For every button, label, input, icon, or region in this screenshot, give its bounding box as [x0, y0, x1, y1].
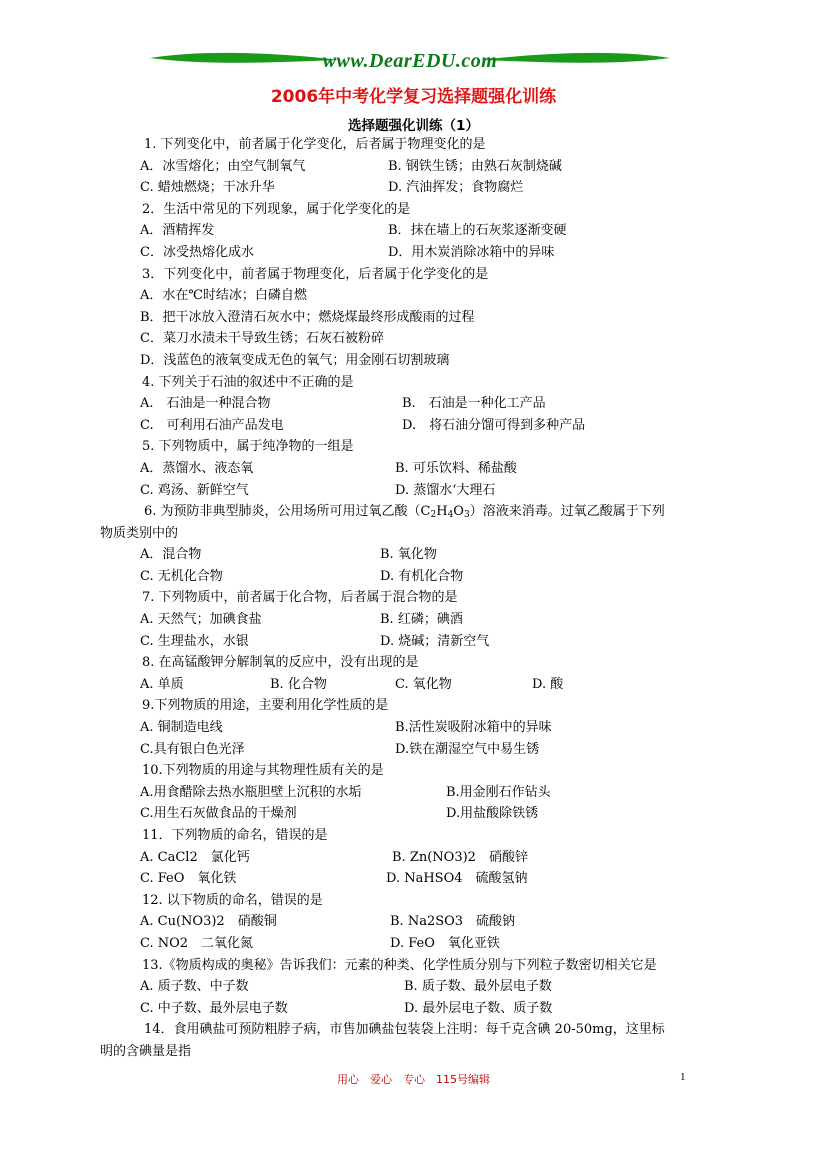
option-c: C．冰受热熔化成水	[140, 244, 254, 260]
document-title: 2006年中考化学复习选择题强化训练	[270, 87, 557, 107]
option-row	[140, 717, 700, 739]
option-row	[140, 609, 700, 631]
option-row	[140, 998, 700, 1020]
option-a: A. CaCl2 氯化钙	[140, 849, 250, 865]
option-b: B．把干冰放入澄清石灰水中；燃烧煤最终形成酸雨的过程	[140, 309, 475, 325]
option-row	[140, 847, 700, 869]
option-a: A．冰雪熔化；由空气制氧气	[140, 158, 306, 174]
option-b: B. Na2SO3 硫酸钠	[390, 914, 516, 930]
option-a: A．酒精挥发	[140, 223, 215, 239]
question-stem-continued: 物质类别中的	[100, 525, 179, 541]
option-b: B. 石油是一种化工产品	[402, 396, 546, 412]
subscript: 3	[463, 510, 470, 521]
option-row	[140, 803, 700, 825]
footer-text: 用心 爱心 专心 115号编辑	[337, 1073, 490, 1086]
option-row	[140, 156, 700, 178]
option-a: A．混合物	[140, 547, 202, 563]
question-stem: 1. 下列变化中，前者属于化学变化，后者属于物理变化的是	[144, 137, 486, 152]
question-stem: 7. 下列物质中，前者属于化合物，后者属于混合物的是	[142, 590, 458, 606]
option-row	[140, 177, 700, 199]
option-a: A．蒸馏水、液态氧	[140, 460, 254, 476]
option-d: D.铁在潮湿空气中易生锈	[395, 741, 540, 757]
option-c: C. 生理盐水，水银	[140, 633, 249, 649]
question-stem	[140, 501, 700, 523]
option-a: A. 石油是一种混合物	[140, 396, 271, 412]
option-d: D. 烧碱；清新空气	[380, 633, 490, 649]
option-row	[140, 480, 700, 502]
option-row	[140, 933, 700, 955]
stem-part: ）溶液来消毒。过氧乙酸属于下列	[469, 504, 665, 520]
formula-part: O	[453, 504, 464, 520]
option-a: A．水在℃时结冰；白磷自燃	[140, 288, 307, 304]
option-row	[140, 868, 700, 890]
site-url: www.DearEDU.com	[322, 50, 498, 72]
option-row	[140, 544, 700, 566]
option-row	[140, 631, 700, 653]
option-d: D．用木炭消除冰箱中的异味	[388, 244, 555, 260]
option-row	[140, 911, 700, 933]
question-stem: 3．下列变化中，前者属于物理变化，后者属于化学变化的是	[142, 266, 489, 282]
question-stem: 2．生活中常见的下列现象，属于化学变化的是	[142, 201, 411, 217]
option-row	[140, 415, 700, 437]
option-row	[140, 674, 700, 696]
option-row	[140, 739, 700, 761]
option-d: D. 将石油分馏可得到多种产品	[402, 417, 586, 433]
option-row	[140, 220, 700, 242]
option-b: B. 质子数、最外层电子数	[404, 979, 552, 995]
option-c: C. 无机化合物	[140, 568, 223, 584]
option-b: B. Zn(NO3)2 硝酸锌	[392, 849, 528, 865]
option-row	[140, 393, 700, 415]
subscript: 4	[447, 510, 454, 521]
option-row	[140, 976, 700, 998]
option-d: D. 有机化合物	[380, 568, 464, 584]
option-d: D. FeO 氧化亚铁	[390, 935, 500, 951]
option-a: A. 天然气；加碘食盐	[140, 612, 262, 628]
option-b: B. 氧化物	[380, 547, 437, 563]
option-d: D. 酸	[532, 676, 564, 692]
page-number: 1	[680, 1071, 686, 1083]
question-stem: 5. 下列物质中，属于纯净物的一组是	[142, 439, 354, 455]
option-c: C. 可利用石油产品发电	[140, 417, 284, 433]
stem-part: 6. 为预防非典型肺炎，公用场所可用过氧乙酸（C	[144, 504, 431, 520]
option-a: A. Cu(NO3)2 硝酸铜	[140, 914, 277, 930]
option-d: D．浅蓝色的液氧变成无色的氧气；用金刚石切割玻璃	[140, 352, 450, 368]
option-a: A.用食醋除去热水瓶胆壁上沉积的水垢	[140, 784, 362, 800]
section-subtitle: 选择题强化训练（1）	[348, 118, 479, 134]
question-stem: 10.下列物质的用途与其物理性质有关的是	[142, 763, 384, 779]
question-stem: 4. 下列关于石油的叙述中不正确的是	[142, 374, 354, 390]
question-list	[100, 134, 700, 1063]
option-row	[140, 566, 700, 588]
option-c: C.用生石灰做食品的干燥剂	[140, 806, 297, 822]
option-c: C. FeO 氧化铁	[140, 871, 237, 887]
question-stem: 8. 在高锰酸钾分解制氧的反应中，没有出现的是	[142, 655, 419, 671]
question-stem: 9.下列物质的用途，主要利用化学性质的是	[142, 698, 389, 714]
option-b: B. 可乐饮料、稀盐酸	[395, 460, 517, 476]
question-stem: 13.《物质构成的奥秘》告诉我们：元素的种类、化学性质分别与下列粒子数密切相关它是	[142, 957, 657, 973]
option-d: D.用盐酸除铁锈	[446, 806, 539, 822]
subscript: 2	[430, 510, 437, 521]
option-d: D. 汽油挥发；食物腐烂	[388, 180, 524, 196]
option-c: C. 中子数、最外层电子数	[140, 1000, 288, 1016]
option-row	[140, 782, 700, 804]
option-d: D. 最外层电子数、质子数	[404, 1000, 553, 1016]
option-d: D. 蒸馏水‘大理石	[395, 482, 496, 498]
option-c: C．菜刀水渍未干导致生锈；石灰石被粉碎	[140, 331, 384, 347]
question-stem: 12. 以下物质的命名，错误的是	[142, 892, 323, 908]
option-d: D. NaHSO4 硫酸氢钠	[386, 871, 528, 887]
option-b: B.活性炭吸附冰箱中的异味	[395, 720, 552, 736]
option-a: A. 单质	[140, 676, 184, 692]
option-row	[140, 458, 700, 480]
option-b: B.用金刚石作钻头	[446, 784, 551, 800]
option-row	[140, 242, 700, 264]
option-b: B. 钢铁生锈；由熟石灰制烧碱	[388, 158, 562, 174]
option-c: C. 氧化物	[395, 676, 452, 692]
question-stem: 11．下列物质的命名，错误的是	[142, 828, 328, 843]
option-c: C. NO2 二氧化氮	[140, 935, 254, 951]
question-stem-continued: 明的含碘量是指	[100, 1043, 192, 1059]
option-c: C.具有银白色光泽	[140, 741, 245, 757]
option-c: C. 蜡烛燃烧；干冰升华	[140, 180, 275, 196]
option-c: C. 鸡汤、新鲜空气	[140, 482, 249, 498]
option-b: B．抹在墙上的石灰浆逐渐变硬	[388, 223, 567, 239]
option-b: B. 化合物	[270, 676, 327, 692]
option-a: A. 铜制造电线	[140, 720, 223, 736]
formula-part: H	[436, 504, 448, 520]
option-b: B. 红磷；碘酒	[380, 612, 463, 628]
question-stem: 14．食用碘盐可预防粗脖子病，市售加碘盐包装袋上注明：每千克含碘 20-50mg，这里标	[144, 1022, 665, 1038]
option-a: A. 质子数、中子数	[140, 979, 249, 995]
